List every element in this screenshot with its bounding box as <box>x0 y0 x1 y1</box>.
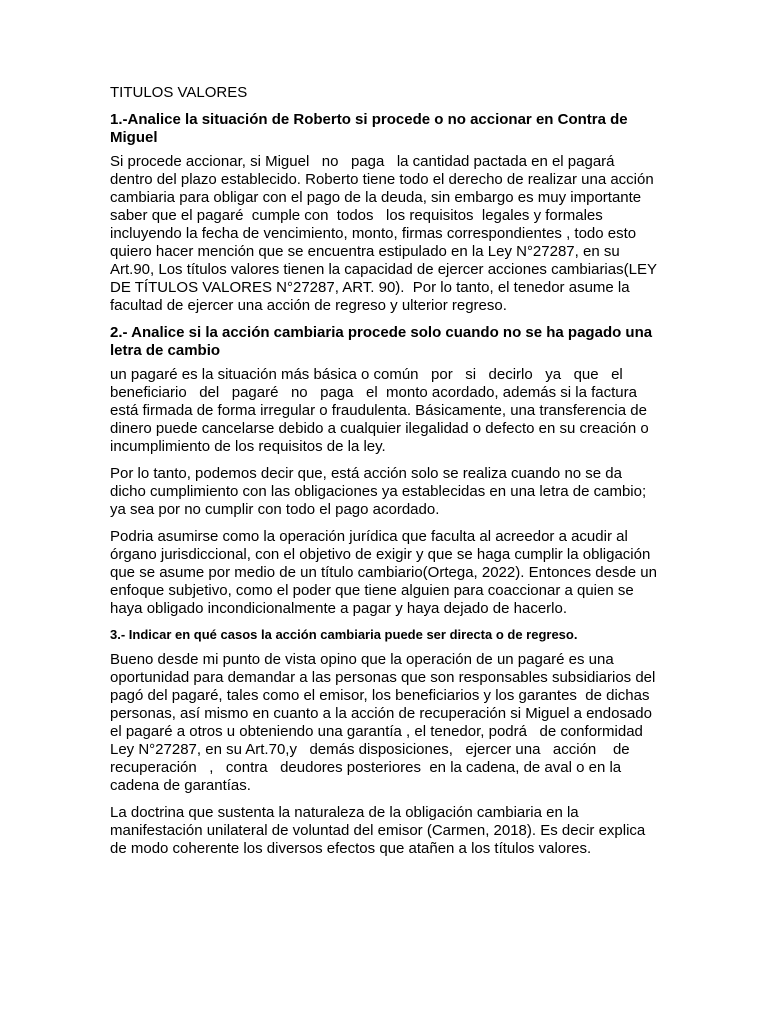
question-3-answer-paragraph-1: Bueno desde mi punto de vista opino que la operación de un pagaré es una oportunidad para demandar a las personas que son responsables subsidiarios del pagó del pagaré, tales como el emisor, los beneficiarios y los garantes de dichas personas, así mismo en cuanto a la acción de recuperación si Miguel a endosado el pagaré a otros u obteniendo una garantía , el tenedor, podrá de conformidad Ley N°27287, en su Art.70,y demás disposiciones, ejercer una acción de recuperación , contra deudores posteriores en la cadena, de aval o en la cadena de garantías. <box>110 651 660 794</box>
document-page <box>110 84 660 867</box>
question-1-answer-paragraph-1: Si procede accionar, si Miguel no paga la cantidad pactada en el pagará dentro del plazo establecido. Roberto tiene todo el derecho de realizar una acción cambiaria para obligar con el pago de la deuda, sin embargo es muy importante saber que el pagaré cumple con todos los requisitos legales y formales incluyendo la fecha de vencimiento, monto, firmas correspondientes , todo esto quiero hacer mención que se encuentra estipulado en la Ley N°27287, en su Art.90, Los títulos valores tienen la capacidad de ejercer acciones cambiarias(LEY DE TÍTULOS VALORES N°27287, ART. 90). Por lo tanto, el tenedor asume la facultad de ejercer una acción de regreso y ulterior regreso. <box>110 153 661 314</box>
question-3-heading: 3.- Indicar en qué casos la acción cambiaria puede ser directa o de regreso. <box>110 627 578 642</box>
question-3-answer-paragraph-2: La doctrina que sustenta la naturaleza de la obligación cambiaria en la manifestación unilateral de voluntad del emisor (Carmen, 2018). Es decir explica de modo coherente los diversos efectos que atañen a los títulos valores. <box>110 804 650 857</box>
question-2-heading: 2.- Analice si la acción cambiaria procede solo cuando no se ha pagado una letra de cambio <box>110 324 653 359</box>
document-title: TITULOS VALORES <box>110 84 248 101</box>
question-2-answer-paragraph-1: un pagaré es la situación más básica o común por si decirlo ya que el beneficiario del pagaré no paga el monto acordado, además si la factura está firmada de forma irregular o fraudulenta. Básicamente, una transferencia de dinero puede cancelarse debido a cualquier ilegalidad o defecto en su creación o incumplimiento de los requisitos de la ley. <box>110 366 653 455</box>
question-1-heading: 1.-Analice la situación de Roberto si procede o no accionar en Contra de Miguel <box>110 111 628 146</box>
question-2-answer-paragraph-2: Por lo tanto, podemos decir que, está acción solo se realiza cuando no se da dicho cumplimiento con las obligaciones ya establecidas en una letra de cambio; ya sea por no cumplir con todo el pago acordado. <box>110 465 651 518</box>
question-2-answer-paragraph-3: Podria asumirse como la operación jurídica que faculta al acreedor a acudir al órgano jurisdiccional, con el objetivo de exigir y que se haga cumplir la obligación que se asume por medio de un título cambiario(Ortega, 2022). Entonces desde un enfoque subjetivo, como el poder que tiene alguien para coaccionar a quien se haya obligado incondicionalmente a pagar y haya dejado de hacerlo. <box>110 528 662 617</box>
